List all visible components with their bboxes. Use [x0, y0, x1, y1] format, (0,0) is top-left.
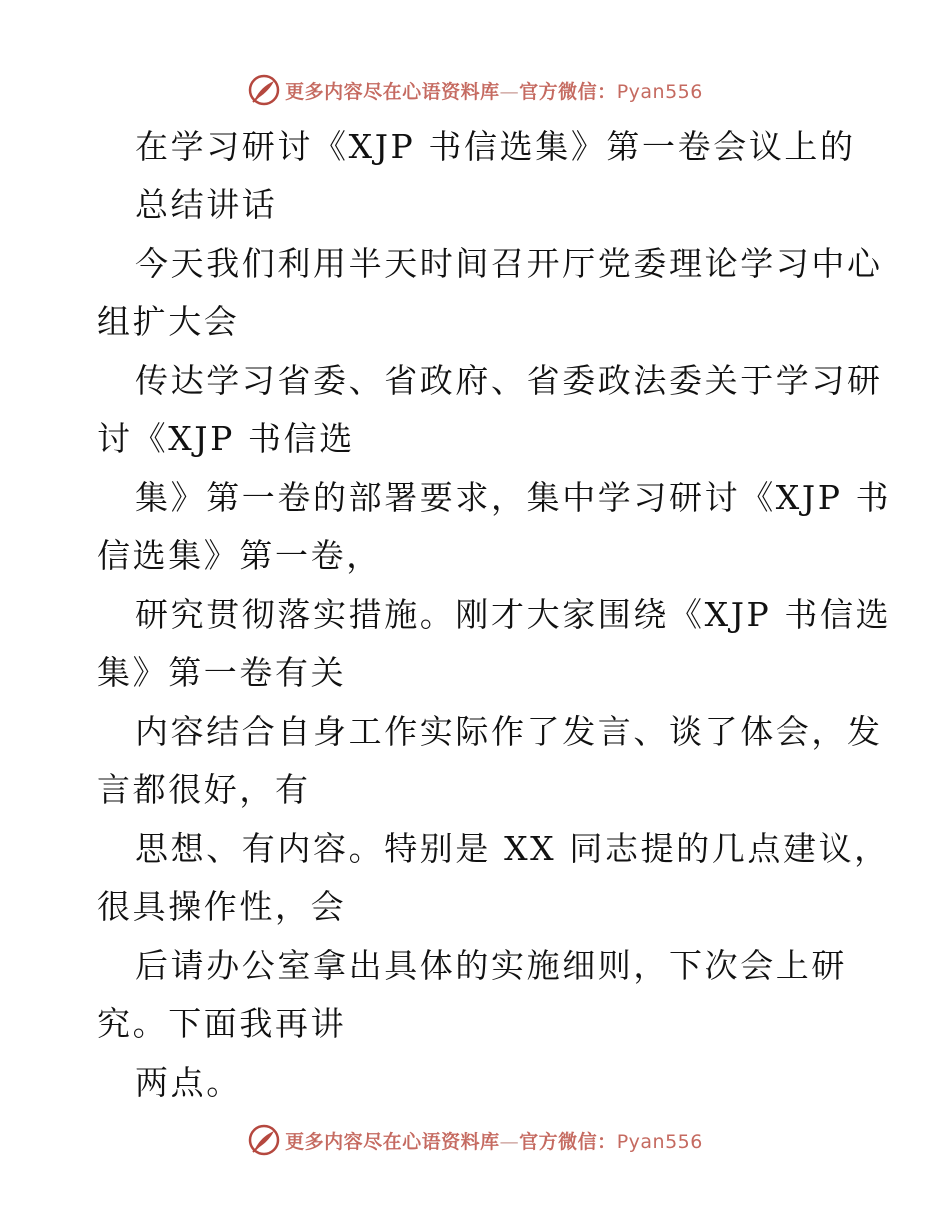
- paragraph-line: 研究贯彻落实措施。刚才大家围绕《XJP 书信选: [135, 595, 892, 634]
- title-line-2: 总结讲话: [135, 185, 278, 224]
- paragraph-line: 两点。: [135, 1063, 242, 1102]
- paragraph-line: 传达学习省委、省政府、省委政法委关于学习研: [135, 361, 883, 400]
- paragraph-line: 组扩大会: [97, 302, 240, 341]
- footer-banner: [0, 1120, 950, 1160]
- paragraph-line: 思想、有内容。特别是 XX 同志提的几点建议，: [135, 829, 890, 868]
- footer-brand: 更多内容尽在心语资料库: [285, 1130, 500, 1153]
- paragraph-line: 很具操作性，会: [97, 887, 347, 926]
- paragraph-line: 言都很好，有: [97, 770, 311, 809]
- header-wechat-label: 官方微信：: [519, 80, 617, 103]
- paragraph-line: 信选集》第一卷，: [97, 536, 382, 575]
- title-line-1: 在学习研讨《XJP 书信选集》第一卷会议上的: [135, 127, 856, 166]
- footer-wechat-label: 官方微信：: [519, 1130, 617, 1153]
- paragraph-line: 内容结合自身工作实际作了发言、谈了体会，发: [135, 712, 883, 751]
- footer-separator: —: [499, 1130, 520, 1153]
- paragraph-line: 讨《XJP 书信选: [97, 419, 355, 458]
- paragraph-line: 集》第一卷的部署要求，集中学习研讨《XJP 书: [135, 478, 892, 517]
- footer-banner-text: [285, 1127, 703, 1154]
- header-separator: —: [499, 80, 520, 103]
- paragraph-line: 后请办公室拿出具体的实施细则，下次会上研: [135, 946, 847, 985]
- header-brand: 更多内容尽在心语资料库: [285, 80, 500, 103]
- footer-wechat-account: Pyan556: [616, 1130, 703, 1153]
- header-wechat-account: Pyan556: [616, 80, 703, 103]
- paragraph-line: 究。下面我再讲: [97, 1004, 347, 1043]
- feather-pen-logo-icon: [247, 1123, 281, 1157]
- paragraph-line: 今天我们利用半天时间召开厅党委理论学习中心: [135, 244, 883, 283]
- paragraph-line: 集》第一卷有关: [97, 653, 347, 692]
